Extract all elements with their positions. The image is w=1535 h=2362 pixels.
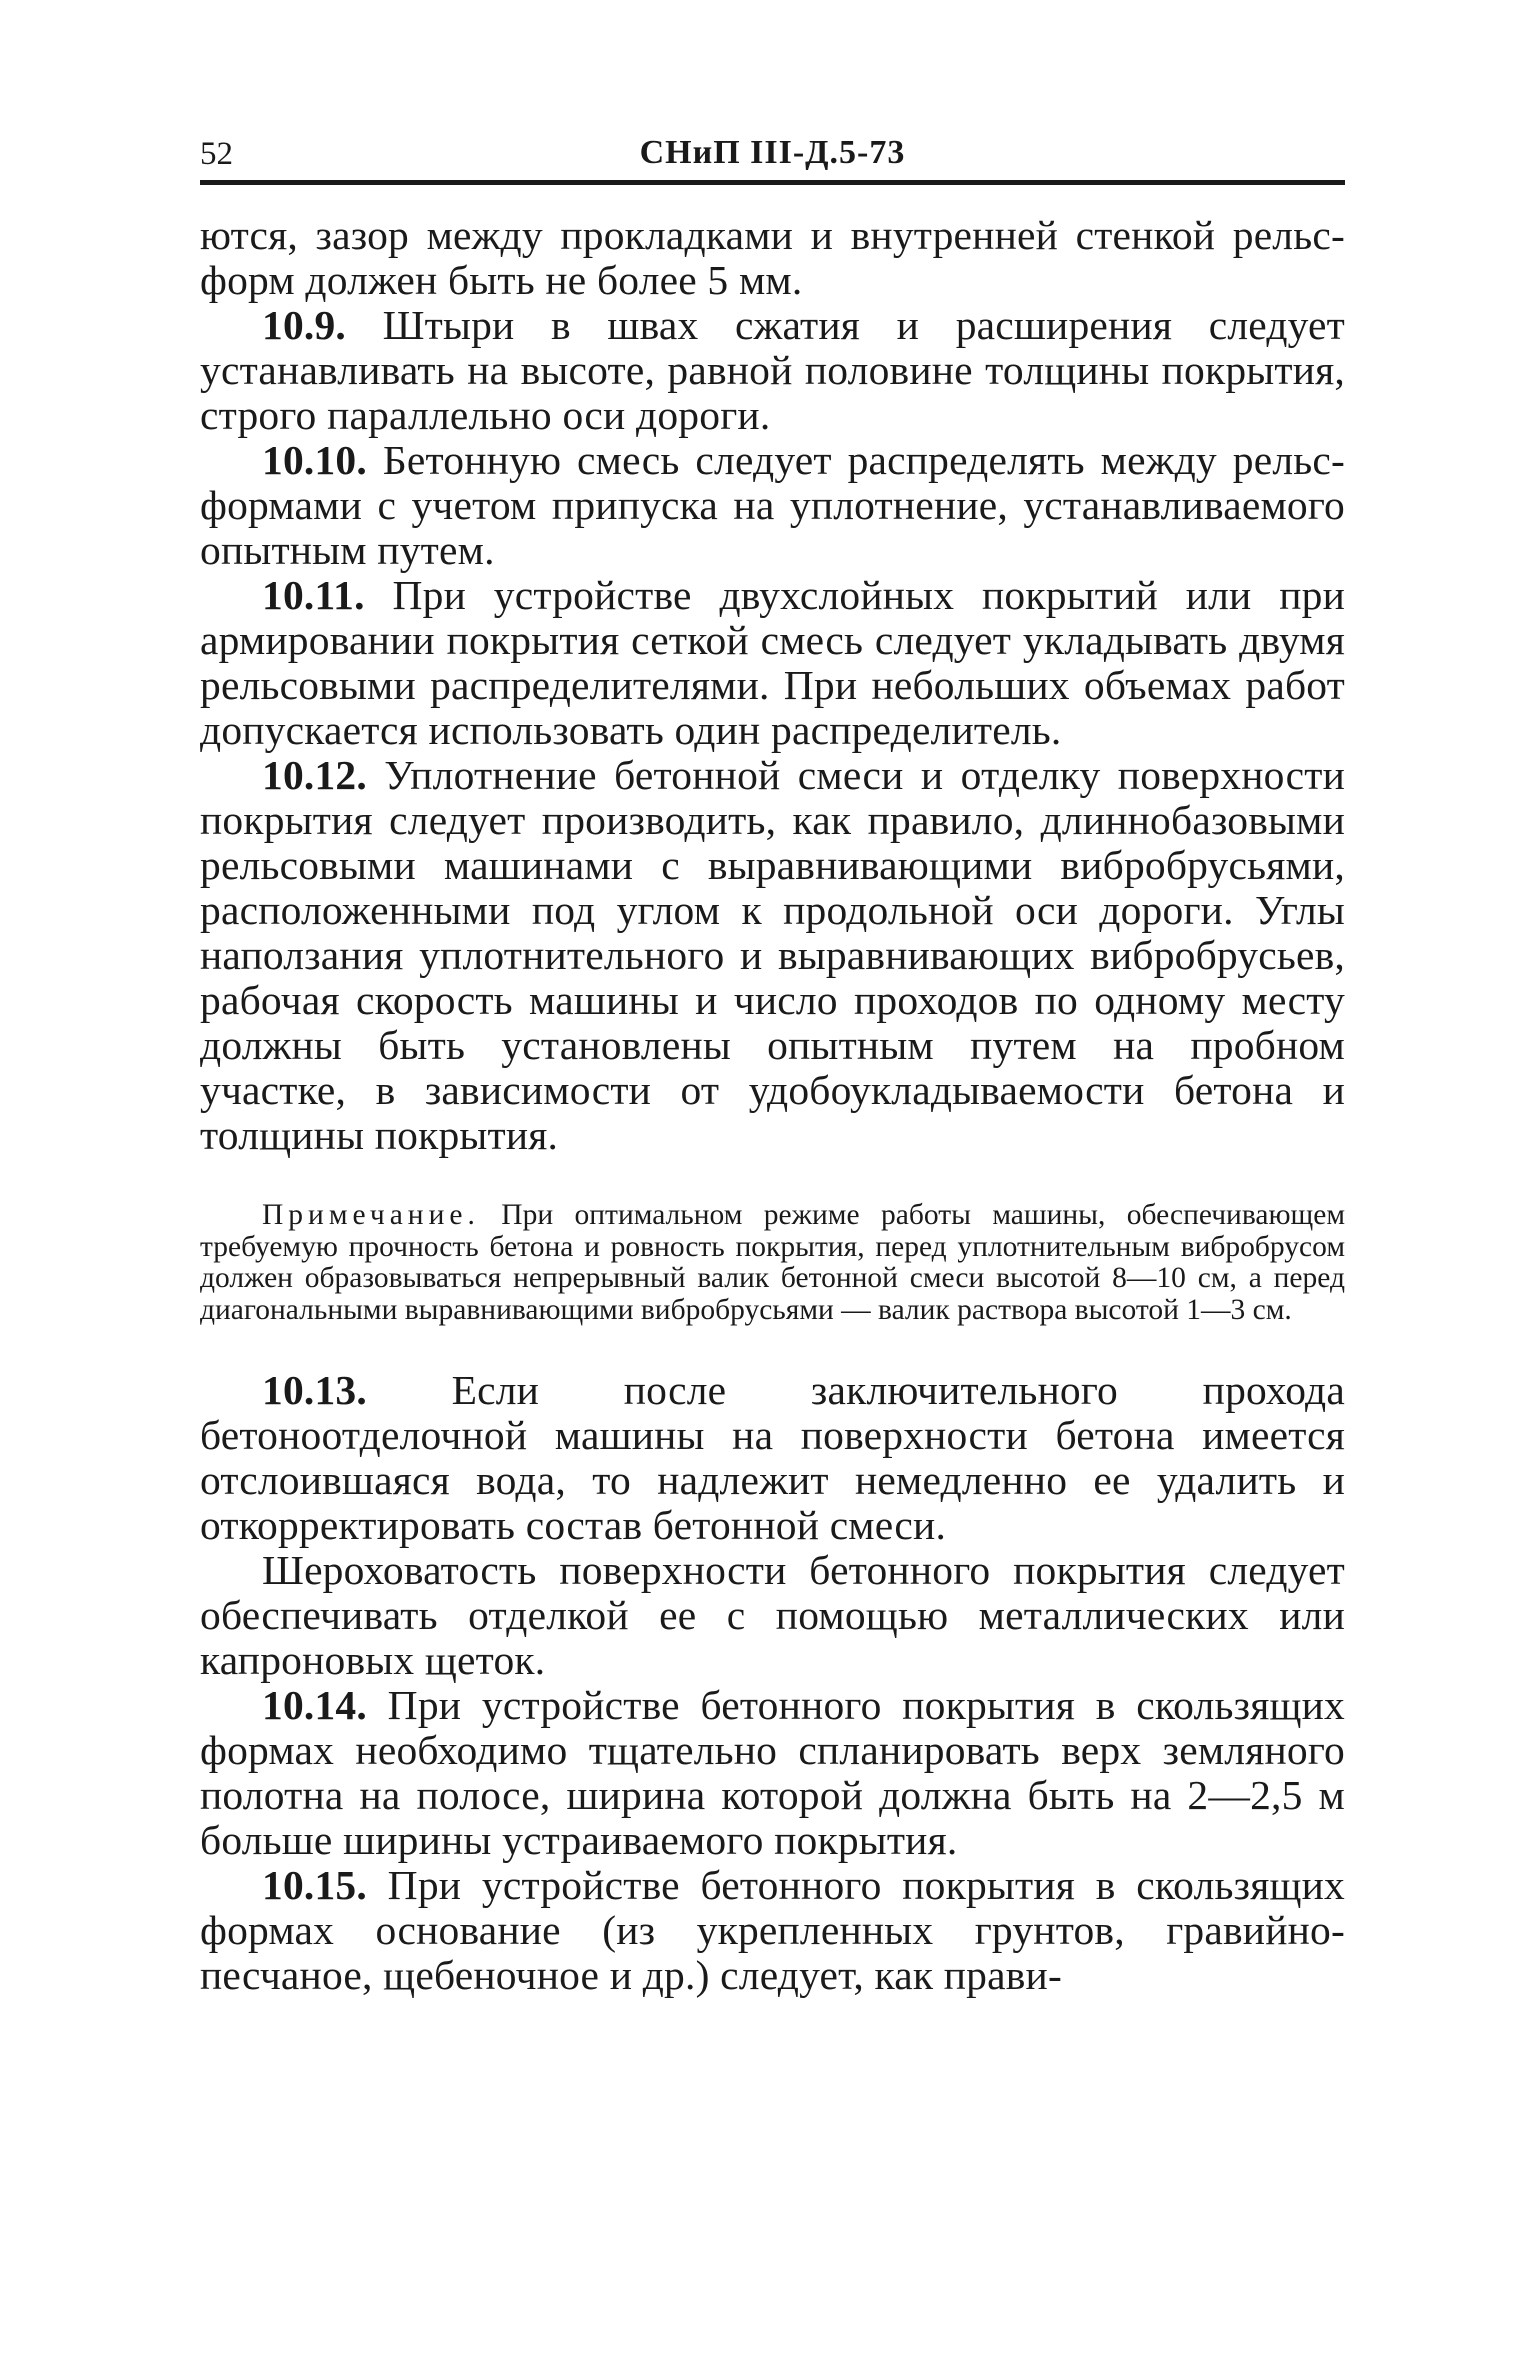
paragraph-text: Шероховатость поверхности бетонного покрытия следует обеспечивать отделкой ее с помощью металлических или капроновых щеток. (200, 1547, 1345, 1683)
paragraph-10-13 (200, 1368, 1345, 1548)
paragraph-number: 10.11. (262, 572, 365, 618)
document-page (200, 120, 1345, 1998)
paragraph-10-10 (200, 438, 1345, 573)
paragraph-number: 10.12. (262, 752, 367, 798)
page-number: 52 (200, 136, 233, 172)
note (200, 1200, 1345, 1326)
paragraph-text: ются, зазор между прокладками и внутренней стенкой рельс-форм должен быть не более 5 мм. (200, 212, 1345, 303)
page-header (200, 120, 1345, 185)
paragraph-continuation (200, 213, 1345, 303)
paragraph-text: Если после заключительного прохода бетоноотделочной машины на поверхности бетона имеется отслоившаяся вода, то надлежит немедленно ее удалить и откорректировать состав бетонной смеси. (200, 1367, 1345, 1548)
paragraph-text: При устройстве бетонного покрытия в скользящих формах основание (из укрепленных грунтов, гравийно-песчаное, щебеночное и др.) следует, как прави- (200, 1862, 1345, 1998)
paragraph-10-9 (200, 303, 1345, 438)
paragraph-10-11 (200, 573, 1345, 753)
paragraph-text: Штыри в швах сжатия и расширения следует устанавливать на высоте, равной половине толщины покрытия, строго параллельно оси дороги. (200, 302, 1345, 438)
note-label: Примечание. (262, 1199, 480, 1231)
paragraph-number: 10.10. (262, 437, 367, 483)
body-text (200, 213, 1345, 1998)
paragraph-roughness (200, 1548, 1345, 1683)
paragraph-10-14 (200, 1683, 1345, 1863)
paragraph-10-15 (200, 1863, 1345, 1998)
note-text: При оптимальном режиме работы машины, обеспечивающем требуемую прочность бетона и ровность покрытия, перед уплотнительным вибробрусом должен образовываться непрерывный валик бетонной смеси высотой 8—10 см, а перед диагональными выравнивающими вибробрусьями — валик раствора высотой 1—3 см. (200, 1199, 1345, 1326)
paragraph-text: Бетонную смесь следует распределять между рельс-формами с учетом припуска на уплотнение, устанавливаемого опытным путем. (200, 437, 1345, 573)
paragraph-number: 10.15. (262, 1862, 367, 1908)
document-code: СНиП III-Д.5-73 (639, 134, 906, 171)
paragraph-10-12 (200, 753, 1345, 1158)
paragraph-number: 10.9. (262, 302, 346, 348)
paragraph-text: При устройстве двухслойных покрытий или при армировании покрытия сеткой смесь следует укладывать двумя рельсовыми распределителями. При небольших объемах работ допускается использовать один распределитель. (200, 572, 1345, 753)
paragraph-number: 10.13. (262, 1367, 367, 1413)
paragraph-text: При устройстве бетонного покрытия в скользящих формах необходимо тщательно спланировать верх земляного полотна на полосе, ширина которой должна быть на 2—2,5 м больше ширины устраиваемого покрытия. (200, 1682, 1345, 1863)
paragraph-number: 10.14. (262, 1682, 367, 1728)
paragraph-text: Уплотнение бетонной смеси и отделку поверхности покрытия следует производить, как правило, длиннобазовыми рельсовыми машинами с выравнивающими вибробрусьями, расположенными под углом к продольной оси дороги. Углы наползания уплотнительного и выравнивающих вибробрусьев, рабочая скорость машины и число проходов по одному месту должны быть установлены опытным путем на пробном участке, в зависимости от удобоукладываемости бетона и толщины покрытия. (200, 752, 1345, 1158)
